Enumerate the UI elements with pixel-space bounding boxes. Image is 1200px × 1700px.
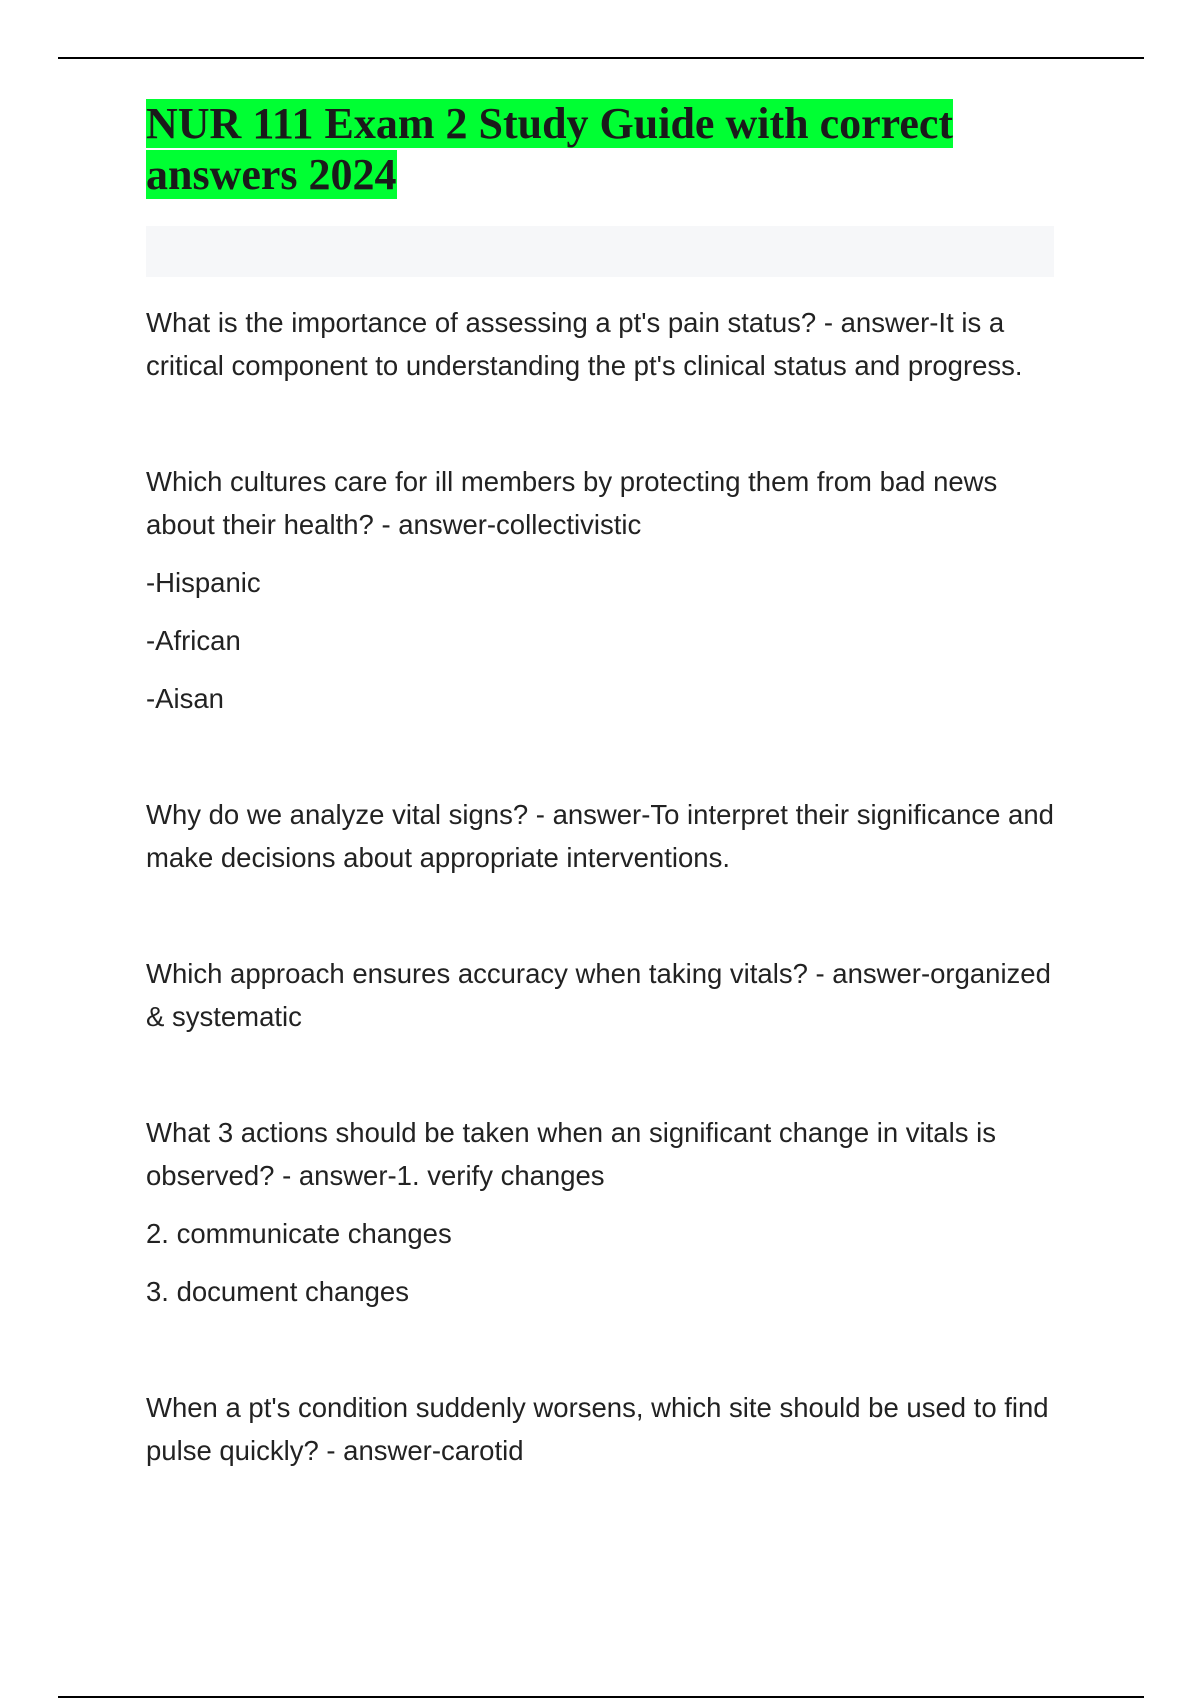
document-body xyxy=(146,98,1054,1472)
qa-subline: -Hispanic xyxy=(146,567,261,598)
qa-subline: -African xyxy=(146,625,241,656)
bottom-rule xyxy=(58,1696,1144,1698)
qa-text: What 3 actions should be taken when an significant change in vitals is observed? - answer-1. verify changes xyxy=(146,1117,996,1191)
qa-subline: -Aisan xyxy=(146,683,224,714)
qa-text: When a pt's condition suddenly worsens, which site should be used to find pulse quickly? - answer-carotid xyxy=(146,1392,1049,1466)
title-highlight: NUR 111 Exam 2 Study Guide with correct answers 2024 xyxy=(146,99,954,199)
qa-item xyxy=(146,301,1054,387)
qa-item xyxy=(146,460,1054,720)
header-band xyxy=(146,226,1054,277)
qa-text: What is the importance of assessing a pt's pain status? - answer-It is a critical component to understanding the pt's clinical status and progress. xyxy=(146,307,1023,381)
document-title xyxy=(146,98,1054,200)
qa-item xyxy=(146,1386,1054,1472)
qa-subline: 2. communicate changes xyxy=(146,1218,452,1249)
qa-item xyxy=(146,1111,1054,1313)
qa-item xyxy=(146,952,1054,1038)
qa-text: Which cultures care for ill members by protecting them from bad news about their health? - answer-collectivistic xyxy=(146,466,998,540)
qa-text: Which approach ensures accuracy when taking vitals? - answer-organized & systematic xyxy=(146,958,1051,1032)
top-rule xyxy=(58,57,1144,59)
qa-item xyxy=(146,793,1054,879)
qa-subline: 3. document changes xyxy=(146,1276,409,1307)
qa-text: Why do we analyze vital signs? - answer-To interpret their significance and make decisions about appropriate interventions. xyxy=(146,799,1054,873)
